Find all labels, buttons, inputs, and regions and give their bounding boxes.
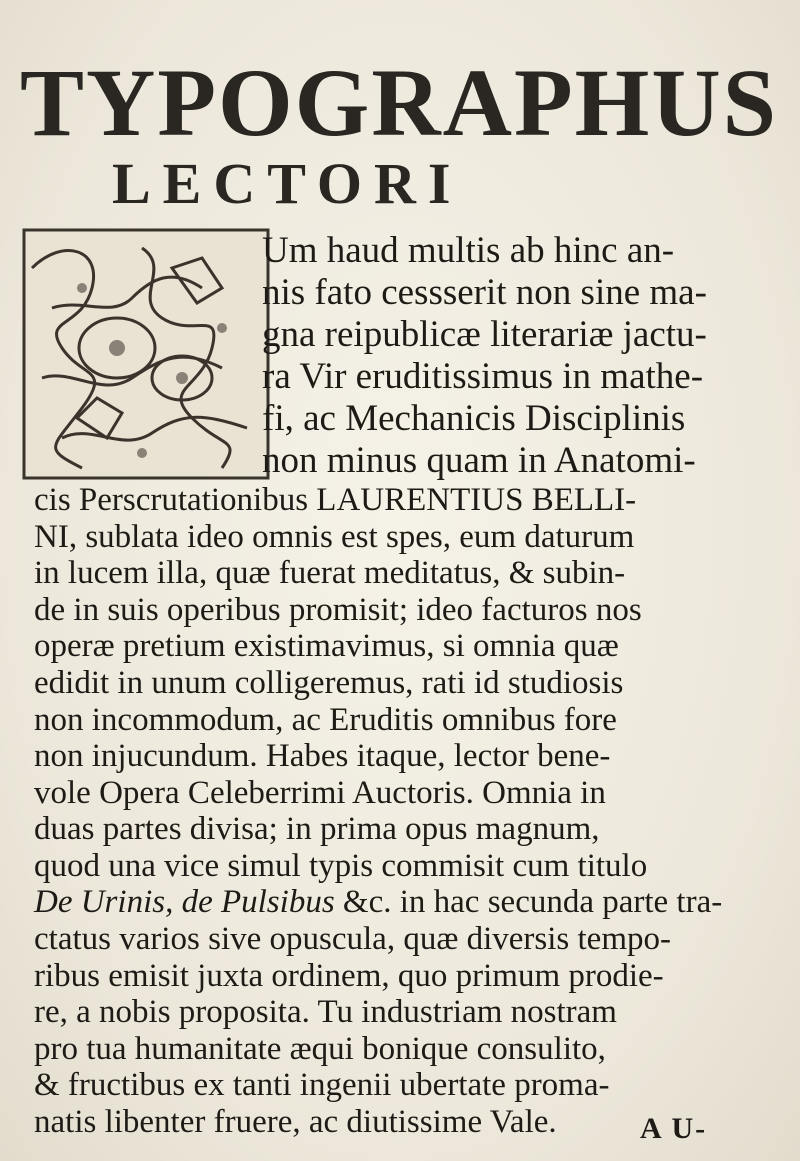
catchword: A U- bbox=[640, 1112, 708, 1145]
text-line: non minus quam in Anatomi- bbox=[262, 440, 696, 481]
header-subtitle: LECTORI bbox=[112, 151, 463, 216]
text-line: operæ pretium existimavimus, si omnia quæ bbox=[34, 628, 619, 664]
text-line: in lucem illa, quæ fuerat meditatus, & subin- bbox=[34, 555, 626, 591]
header-title: TYPOGRAPHUS bbox=[20, 49, 779, 156]
text-line: & fructibus ex tanti ingenii ubertate proma- bbox=[34, 1067, 610, 1103]
text-line: fi, ac Mechanicis Disciplinis bbox=[262, 398, 686, 439]
text-line: ctatus varios sive opuscula, quæ diversis tempo- bbox=[34, 921, 671, 957]
text-line: ra Vir eruditissimus in mathe- bbox=[262, 356, 704, 397]
text-line: nis fato cessserit non sine ma- bbox=[262, 272, 707, 313]
text-line: gna reipublicæ literariæ jactu- bbox=[262, 314, 707, 355]
text-line: natis libenter fruere, ac diutissime Vale. bbox=[34, 1104, 557, 1140]
text-line: Um haud multis ab hinc an- bbox=[262, 230, 675, 271]
text-line: non injucundum. Habes itaque, lector bene- bbox=[34, 738, 611, 774]
text-line: pro tua humanitate æqui bonique consulito, bbox=[34, 1031, 606, 1067]
text-line: ribus emisit juxta ordinem, quo primum prodie- bbox=[34, 958, 664, 994]
text-line: vole Opera Celeberrimi Auctoris. Omnia in bbox=[34, 775, 606, 811]
text-fragment: &c. in hac secunda parte tra- bbox=[334, 884, 723, 920]
text-line: re, a nobis proposita. Tu industriam nostram bbox=[34, 994, 617, 1030]
ornamental-initial-icon bbox=[22, 228, 270, 480]
italic-title-fragment: De Urinis, de Pulsibus bbox=[34, 884, 335, 920]
text-line: NI, sublata ideo omnis est spes, eum daturum bbox=[34, 519, 635, 555]
text-line: edidit in unum colligeremus, rati id studiosis bbox=[34, 665, 624, 701]
text-line: duas partes divisa; in prima opus magnum, bbox=[34, 811, 600, 847]
text-line: de in suis operibus promisit; ideo facturos nos bbox=[34, 592, 642, 628]
text-line bbox=[34, 886, 722, 919]
woodcut-initial-graphic bbox=[22, 228, 270, 480]
text-line: cis Perscrutationibus LAURENTIUS BELLI- bbox=[34, 482, 637, 518]
text-line: non incommodum, ac Eruditis omnibus fore bbox=[34, 702, 617, 738]
text-line: quod una vice simul typis commisit cum titulo bbox=[34, 848, 648, 884]
